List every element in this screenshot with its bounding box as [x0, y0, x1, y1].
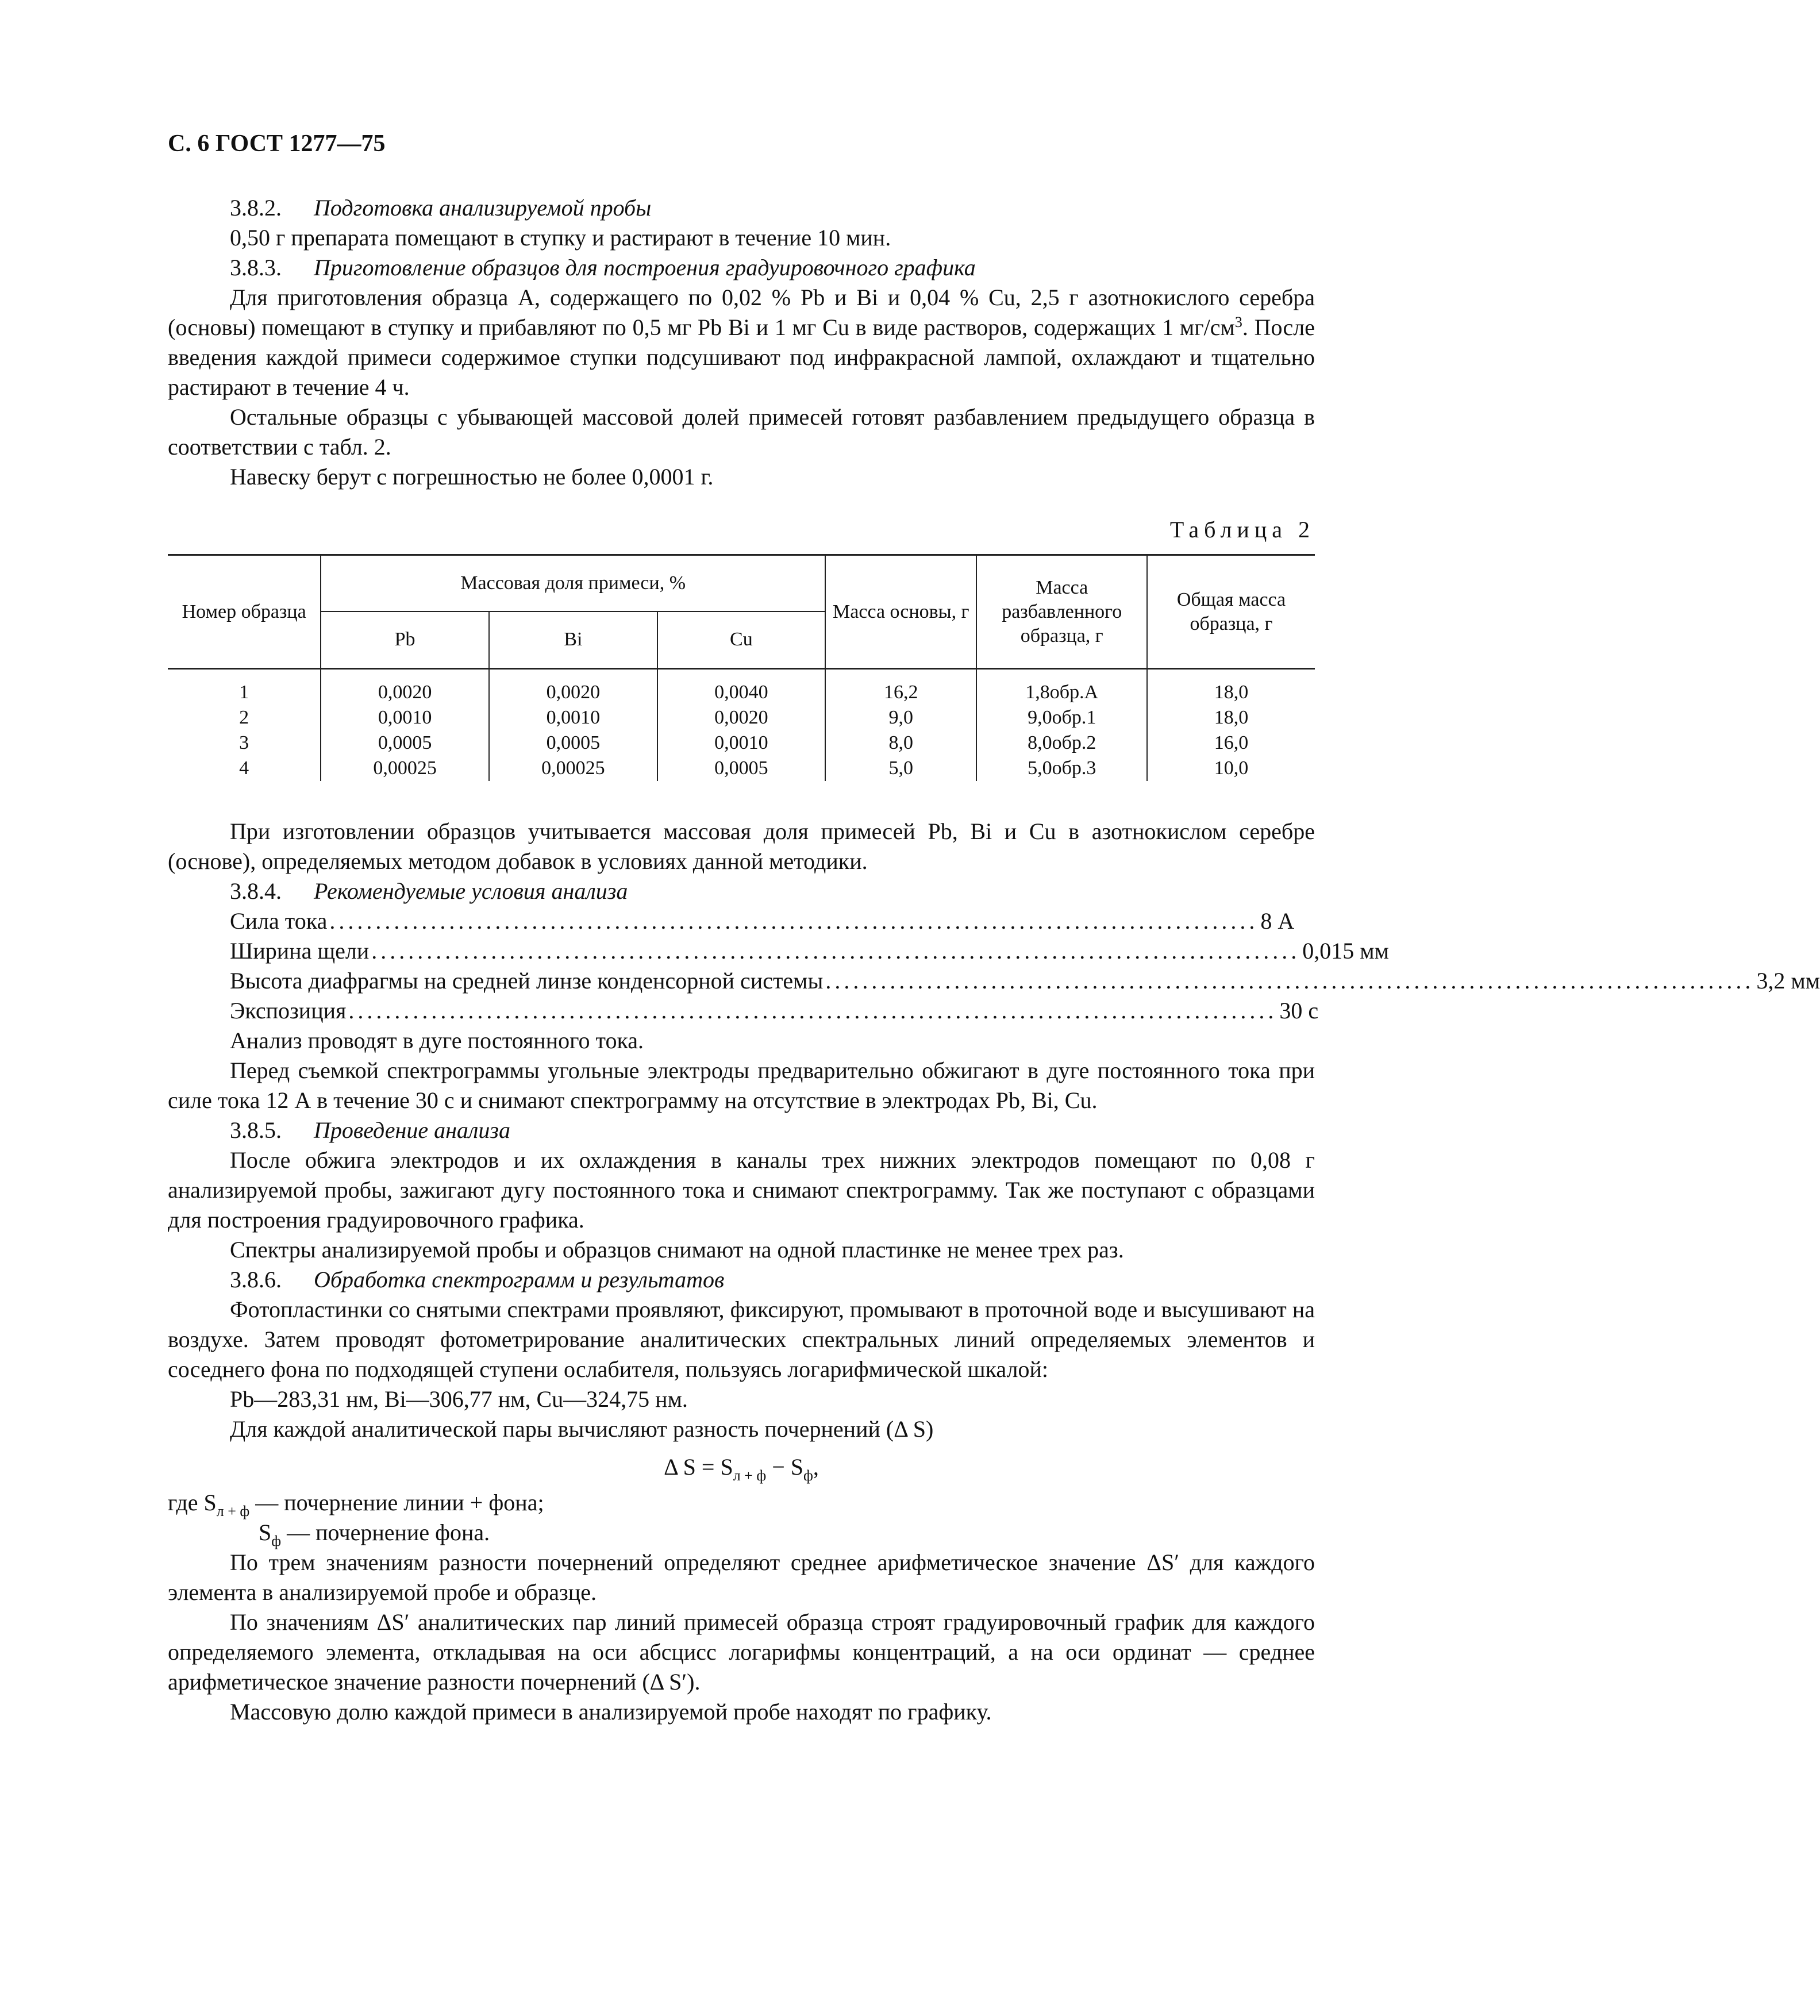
where-line [168, 1488, 1315, 1518]
cell-sample: 2 [168, 705, 321, 730]
section-number: 3.8.4. [230, 878, 282, 904]
condition-row [230, 936, 1389, 966]
condition-row [230, 996, 1319, 1026]
condition-value: 3,2 мм [1756, 968, 1820, 994]
where-text: — почернение линии + фона; [249, 1490, 544, 1515]
cell-diluted-mass: 8,0обр.2 [976, 730, 1147, 756]
paragraph: По трем значениям разности почернений определяют среднее арифметическое значение ΔS′ для каждого элемента в анализируемой пробе и образце. [168, 1549, 1315, 1605]
where-text: — почернение фона. [281, 1519, 490, 1545]
paragraph: Перед съемкой спектрограммы угольные электроды предварительно обжигают в дуге постоянного тока при силе тока 12 А в течение 30 с и снимают спектрограмму на отсутствие в электродах Pb, Bi, Cu. [168, 1057, 1315, 1113]
section-3-8-2 [168, 193, 1315, 223]
cell-total-mass: 16,0 [1147, 730, 1315, 756]
paragraph: Анализ проводят в дуге постоянного тока. [230, 1028, 644, 1053]
table-row [168, 669, 1315, 706]
cell-base-mass: 16,2 [825, 669, 976, 706]
page-header: С. 6 ГОСТ 1277—75 [168, 130, 386, 157]
section-number: 3.8.6. [230, 1267, 282, 1292]
paragraph: Массовую долю каждой примеси в анализируемой пробе находят по графику. [230, 1699, 992, 1725]
header-bi: Bi [489, 611, 657, 669]
header-total-mass: Общая масса образца, г [1147, 555, 1315, 669]
cell-base-mass: 5,0 [825, 756, 976, 781]
where-prefix: где S [168, 1490, 217, 1515]
paragraph-text: Для приготовления образца А, содержащего по 0,02 % Pb и Bi и 0,04 % Cu, 2,5 г азотнокислого серебра (основы) помещают в ступку и прибавляют по 0,5 мг Pb Bi и 1 мг Cu в виде растворов, содержащих 1 мг/см [168, 284, 1315, 340]
paragraph: Для каждой аналитической пары вычисляют разность почернений (Δ S) [230, 1416, 934, 1442]
table-2 [168, 554, 1315, 781]
document-page [168, 129, 1820, 1727]
paragraph: Остальные образцы с убывающей массовой долей примесей готовят разбавлением предыдущего образца в соответствии с табл. 2. [168, 404, 1315, 460]
cell-pb: 0,0020 [321, 669, 489, 706]
formula-sub: ф [803, 1467, 813, 1484]
where-sub: л + ф [216, 1503, 250, 1519]
condition-value: 30 с [1279, 998, 1319, 1024]
dot-leader: ..................................................................................................... [825, 968, 1754, 994]
condition-row [230, 906, 1315, 936]
paragraph: Фотопластинки со снятыми спектрами проявляют, фиксируют, промывают в проточной воде и высушивают на воздухе. Затем проводят фотометрирование аналитических спектральных линий определяемых элементов и соседнего фона по подходящей ступени ослабителя, пользуясь логарифмической шкалой: [168, 1296, 1315, 1382]
cell-total-mass: 10,0 [1147, 756, 1315, 781]
header-cu: Cu [657, 611, 825, 669]
cell-cu: 0,0005 [657, 756, 825, 781]
where-sub: ф [271, 1533, 282, 1549]
cell-cu: 0,0020 [657, 705, 825, 730]
section-title: Приготовление образцов для построения градуировочного графика [314, 255, 976, 280]
formula-sub: л + ф [733, 1467, 767, 1484]
paragraph: 0,50 г препарата помещают в ступку и растирают в течение 10 мин. [230, 225, 891, 251]
cell-pb: 0,0010 [321, 705, 489, 730]
paragraph: По значениям ΔS′ аналитических пар линий примесей образца строят градуировочный график для каждого определяемого элемента, откладывая на оси абсцисс логарифмы концентраций, а на оси ординат — среднее арифметическое значение разности почернений (Δ S′). [168, 1609, 1315, 1695]
section-title: Проведение анализа [314, 1117, 510, 1143]
paragraph-text: . После введения каждой примеси содержимое ступки подсушивают под инфракрасной лампой, охлаждают и тщательно растирают в течение 4 ч. [168, 314, 1315, 400]
cell-total-mass: 18,0 [1147, 705, 1315, 730]
formula-end: , [813, 1454, 819, 1480]
header-fraction: Массовая доля примеси, % [321, 555, 825, 611]
paragraph: После обжига электродов и их охлаждения в каналы трех нижних электродов помещают по 0,08 г анализируемой пробы, зажигают дугу постоянного тока и снимают спектрограмму. Так же поступают с образцами для построения градуировочного графика. [168, 1147, 1315, 1233]
paragraph: При изготовлении образцов учитывается массовая доля примесей Pb, Bi и Cu в азотнокислом серебре (основе), определяемых методом добавок в условиях данной методики. [168, 818, 1315, 874]
section-3-8-6 [168, 1265, 1315, 1295]
where-line [168, 1518, 1315, 1548]
section-title: Рекомендуемые условия анализа [314, 878, 628, 904]
section-title: Подготовка анализируемой пробы [314, 195, 652, 221]
section-3-8-5 [168, 1115, 1315, 1145]
section-3-8-4 [168, 876, 1315, 906]
condition-row [230, 966, 1820, 996]
cell-pb: 0,00025 [321, 756, 489, 781]
section-number: 3.8.3. [230, 255, 282, 280]
table-row [168, 756, 1315, 781]
cell-bi: 0,0010 [489, 705, 657, 730]
where-prefix: S [259, 1519, 272, 1545]
table-caption: Таблица 2 [1169, 517, 1315, 543]
table-row [168, 730, 1315, 756]
cell-sample: 3 [168, 730, 321, 756]
header-sample: Номер образца [168, 555, 321, 669]
cell-diluted-mass: 1,8обр.А [976, 669, 1147, 706]
formula-mid: − S [766, 1454, 803, 1480]
cell-cu: 0,0010 [657, 730, 825, 756]
table-row [168, 705, 1315, 730]
formula-lhs: Δ S = S [664, 1454, 733, 1480]
cell-pb: 0,0005 [321, 730, 489, 756]
dot-leader: ..................................................................................................... [371, 938, 1300, 964]
header-pb: Pb [321, 611, 489, 669]
dot-leader: ..................................................................................................... [329, 908, 1259, 934]
paragraph [168, 283, 1315, 402]
superscript: 3 [1234, 314, 1242, 330]
cell-bi: 0,00025 [489, 756, 657, 781]
condition-label: Сила тока [230, 908, 328, 934]
header-diluted-mass: Масса разбавленного образца, г [976, 555, 1147, 669]
cell-sample: 4 [168, 756, 321, 781]
section-3-8-3 [168, 253, 1315, 283]
condition-value: 0,015 мм [1302, 938, 1389, 964]
formula [168, 1452, 1315, 1482]
cell-diluted-mass: 9,0обр.1 [976, 705, 1147, 730]
condition-label: Ширина щели [230, 938, 370, 964]
cell-base-mass: 9,0 [825, 705, 976, 730]
cell-bi: 0,0005 [489, 730, 657, 756]
cell-base-mass: 8,0 [825, 730, 976, 756]
cell-sample: 1 [168, 669, 321, 706]
paragraph: Спектры анализируемой пробы и образцов снимают на одной пластинке не менее трех раз. [230, 1237, 1124, 1263]
paragraph: Навеску берут с погрешностью не более 0,0001 г. [230, 464, 714, 490]
cell-cu: 0,0040 [657, 669, 825, 706]
condition-label: Высота диафрагмы на средней линзе конденсорной системы [230, 968, 824, 994]
section-number: 3.8.2. [230, 195, 282, 221]
dot-leader: ..................................................................................................... [348, 998, 1278, 1024]
section-number: 3.8.5. [230, 1117, 282, 1143]
header-base-mass: Масса основы, г [825, 555, 976, 669]
condition-value: 8 А [1260, 908, 1295, 934]
condition-label: Экспозиция [230, 998, 347, 1024]
cell-total-mass: 18,0 [1147, 669, 1315, 706]
cell-diluted-mass: 5,0обр.3 [976, 756, 1147, 781]
paragraph: Pb—283,31 нм, Bi—306,77 нм, Cu—324,75 нм. [230, 1386, 688, 1412]
cell-bi: 0,0020 [489, 669, 657, 706]
section-title: Обработка спектрограмм и результатов [314, 1267, 725, 1292]
